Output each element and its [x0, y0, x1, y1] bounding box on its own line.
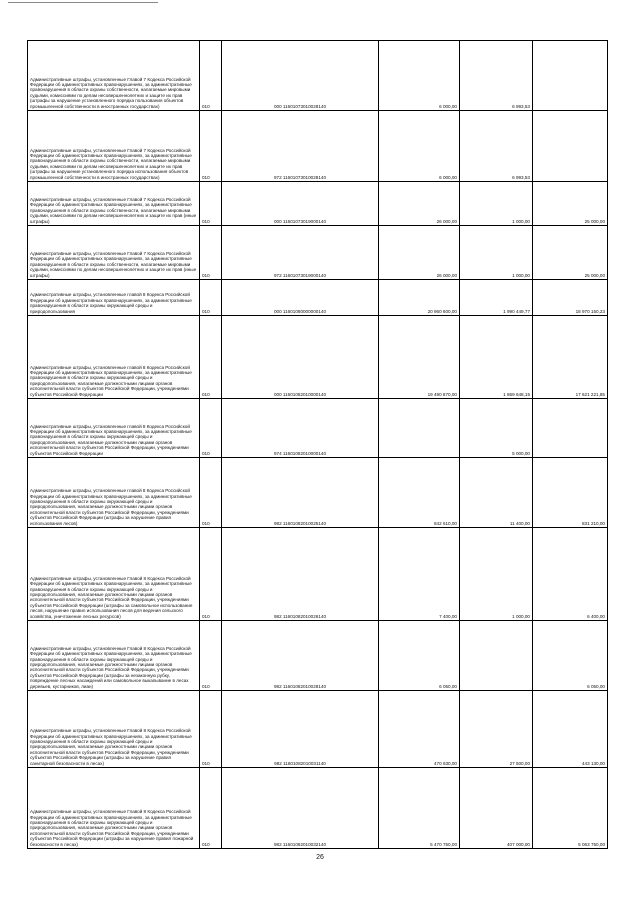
cell-row-name: Административные штрафы, установленные главой 8 Кодекса Российской Федерации об административных правонарушениях, за административные правонарушения в области охраны окружающей среды и природопользования, налагаемые должностными лицами органов исполнительной власти субъектов Российской Федерации, учреждениями субъектов Российской Федерации [28, 316, 200, 399]
cell-line-code: 010 [200, 280, 222, 316]
cell-line-code: 010 [200, 458, 222, 528]
cell-executed-amount: 407 000,00 [460, 768, 533, 849]
cell-approved-amount: 6 050,00 [379, 621, 460, 691]
cell-executed-amount: 27 500,00 [460, 691, 533, 768]
cell-executed-amount: 1 000,00 [460, 182, 533, 226]
budget-revenue-table [27, 40, 608, 849]
cell-executed-amount: 11 400,00 [460, 458, 533, 528]
cell-approved-amount: 5 470 750,00 [379, 768, 460, 849]
cell-remaining-amount: 18 970 150,23 [533, 280, 608, 316]
cell-approved-amount: 6 000,00 [379, 41, 460, 111]
cell-approved-amount: 842 610,00 [379, 458, 460, 528]
cell-approved-amount: 7 400,00 [379, 528, 460, 621]
cell-revenue-code: 972 11601073010028140 [222, 111, 379, 182]
cell-row-name: Административные штрафы, установленные главой 8 Кодекса Российской Федерации об административных правонарушениях, за административные правонарушения в области охраны окружающей среды и природопользования, налагаемые должностными лицами органов исполнительной власти субъектов Российской Федерации, учреждениями субъектов Российской Федерации (штрафы за нарушение правил использования лесов) [28, 458, 200, 528]
cell-row-name: Административные штрафы, установленные Главой 8 Кодекса Российской Федерации об административных правонарушениях, за административные правонарушения в области охраны окружающей среды и природопользования, налагаемые должностными лицами органов исполнительной власти субъектов Российской Федерации, учреждениями субъектов Российской Федерации (штрафы за нарушение правил пожарной безопасности в лесах) [28, 768, 200, 849]
cell-executed-amount: 1 990 449,77 [460, 280, 533, 316]
cell-line-code: 010 [200, 528, 222, 621]
table-row [28, 691, 608, 768]
cell-revenue-code: 982 11601082010031140 [222, 691, 379, 768]
table-row [28, 621, 608, 691]
cell-remaining-amount [533, 111, 608, 182]
table-row [28, 528, 608, 621]
cell-approved-amount: 19 490 870,00 [379, 316, 460, 399]
cell-executed-amount: 1 000,00 [460, 528, 533, 621]
table-row [28, 226, 608, 280]
cell-revenue-code: 982 11601082010025140 [222, 458, 379, 528]
cell-row-name: Административные штрафы, установленные Главой 7 Кодекса Российской Федерации об административных правонарушениях, за административные правонарушения в области охраны собственности, налагаемые мировыми судьями, комиссиями по делам несовершеннолетних и защите их прав (иные штрафы) [28, 226, 200, 280]
cell-revenue-code: 000 11601073010028140 [222, 41, 379, 111]
cell-line-code: 010 [200, 226, 222, 280]
cell-executed-amount [460, 621, 533, 691]
cell-line-code: 010 [200, 768, 222, 849]
cell-remaining-amount: 25 000,00 [533, 226, 608, 280]
cell-revenue-code: 000 11601073019000140 [222, 182, 379, 226]
cell-approved-amount [379, 399, 460, 458]
cell-approved-amount: 26 000,00 [379, 182, 460, 226]
cell-revenue-code: 000 11601082010000140 [222, 316, 379, 399]
page-number: 26 [316, 854, 324, 861]
cell-line-code: 010 [200, 111, 222, 182]
cell-executed-amount: 6 993,53 [460, 41, 533, 111]
cell-line-code: 010 [200, 316, 222, 399]
cell-revenue-code: 972 11601073019000140 [222, 226, 379, 280]
cell-approved-amount: 6 000,00 [379, 111, 460, 182]
cell-executed-amount: 5 000,00 [460, 399, 533, 458]
cell-revenue-code: 982 11601082010026140 [222, 528, 379, 621]
cell-approved-amount: 470 630,00 [379, 691, 460, 768]
cell-row-name: Административные штрафы, установленные Главой 8 Кодекса Российской Федерации об административных правонарушениях, за административные правонарушения в области охраны окружающей среды и природопользования, налагаемые должностными лицами органов исполнительной власти субъектов Российской Федерации, учреждениями субъектов Российской Федерации (штрафы за самовольное использование лесов, нарушение правил использования лесов для ведения сельского хозяйства, уничтожение лесных ресурсов) [28, 528, 200, 621]
cell-line-code: 010 [200, 41, 222, 111]
cell-executed-amount: 6 993,53 [460, 111, 533, 182]
cell-remaining-amount: 831 210,00 [533, 458, 608, 528]
cell-executed-amount: 1 869 648,15 [460, 316, 533, 399]
cell-revenue-code: 982 11601082010028140 [222, 621, 379, 691]
cell-line-code: 010 [200, 182, 222, 226]
cell-line-code: 010 [200, 621, 222, 691]
table-row [28, 458, 608, 528]
table-row [28, 316, 608, 399]
cell-line-code: 010 [200, 691, 222, 768]
table-row [28, 399, 608, 458]
table-row [28, 111, 608, 182]
cell-approved-amount: 20 960 600,00 [379, 280, 460, 316]
table-row [28, 41, 608, 111]
cell-revenue-code: 000 11601080000000140 [222, 280, 379, 316]
cell-line-code: 010 [200, 399, 222, 458]
cell-remaining-amount [533, 399, 608, 458]
table-row [28, 280, 608, 316]
cell-remaining-amount: 6 050,00 [533, 621, 608, 691]
cell-row-name: Административные штрафы, установленные Главой 8 Кодекса Российской Федерации об административных правонарушениях, за административные правонарушения в области охраны окружающей среды и природопользования, налагаемые должностными лицами органов исполнительной власти субъектов Российской Федерации, учреждениями субъектов Российской Федерации (штрафы за незаконную рубку, повреждение лесных насаждений или самовольное выкапывание в лесах деревьев, кустарников, лиан) [28, 621, 200, 691]
cell-row-name: Административные штрафы, установленные главой 8 Кодекса Российской Федерации об административных правонарушениях, за административные правонарушения в области охраны окружающей среды и природопользования [28, 280, 200, 316]
cell-remaining-amount [533, 41, 608, 111]
cell-row-name: Административные штрафы, установленные Главой 8 Кодекса Российской Федерации об административных правонарушениях, за административные правонарушения в области охраны окружающей среды и природопользования, налагаемые должностными лицами органов исполнительной власти субъектов Российской Федерации, учреждениями субъектов Российской Федерации (штрафы за нарушение правил санитарной безопасности в лесах) [28, 691, 200, 768]
cell-remaining-amount: 25 000,00 [533, 182, 608, 226]
top-scan-line [8, 2, 158, 3]
cell-remaining-amount: 443 130,00 [533, 691, 608, 768]
cell-approved-amount: 26 000,00 [379, 226, 460, 280]
table-body [28, 41, 608, 849]
cell-row-name: Административные штрафы, установленные Главой 7 Кодекса Российской Федерации об административных правонарушениях, за административные правонарушения в области охраны собственности, налагаемые мировыми судьями, комиссиями по делам несовершеннолетних и защите их прав (штрафы за нарушение установленного порядка пользования объектов промышленной собственности в иностранных государствах) [28, 41, 200, 111]
cell-revenue-code: 982 11601082010032140 [222, 768, 379, 849]
cell-revenue-code: 974 11601082010000140 [222, 399, 379, 458]
cell-executed-amount: 1 000,00 [460, 226, 533, 280]
cell-remaining-amount: 17 621 221,85 [533, 316, 608, 399]
cell-remaining-amount: 6 400,00 [533, 528, 608, 621]
table-row [28, 182, 608, 226]
cell-remaining-amount: 5 063 750,00 [533, 768, 608, 849]
table-row [28, 768, 608, 849]
cell-row-name: Административные штрафы, установленные Главой 7 Кодекса Российской Федерации об административных правонарушениях, за административные правонарушения в области охраны собственности, налагаемые мировыми судьями, комиссиями по делам несовершеннолетних и защите их прав (штрафы за нарушение установленного порядка использования объектов промышленной собственности в иностранных государствах) [28, 111, 200, 182]
cell-row-name: Административные штрафы, установленные главой 8 Кодекса Российской Федерации об административных правонарушениях, за административные правонарушения в области охраны окружающей среды и природопользования, налагаемые должностными лицами органов исполнительной власти субъектов Российской Федерации, учреждениями субъектов Российской Федерации [28, 399, 200, 458]
cell-row-name: Административные штрафы, установленные Главой 7 Кодекса Российской Федерации об административных правонарушениях, за административные правонарушения в области охраны собственности, налагаемые мировыми судьями, комиссиями по делам несовершеннолетних и защите их прав (иные штрафы) [28, 182, 200, 226]
